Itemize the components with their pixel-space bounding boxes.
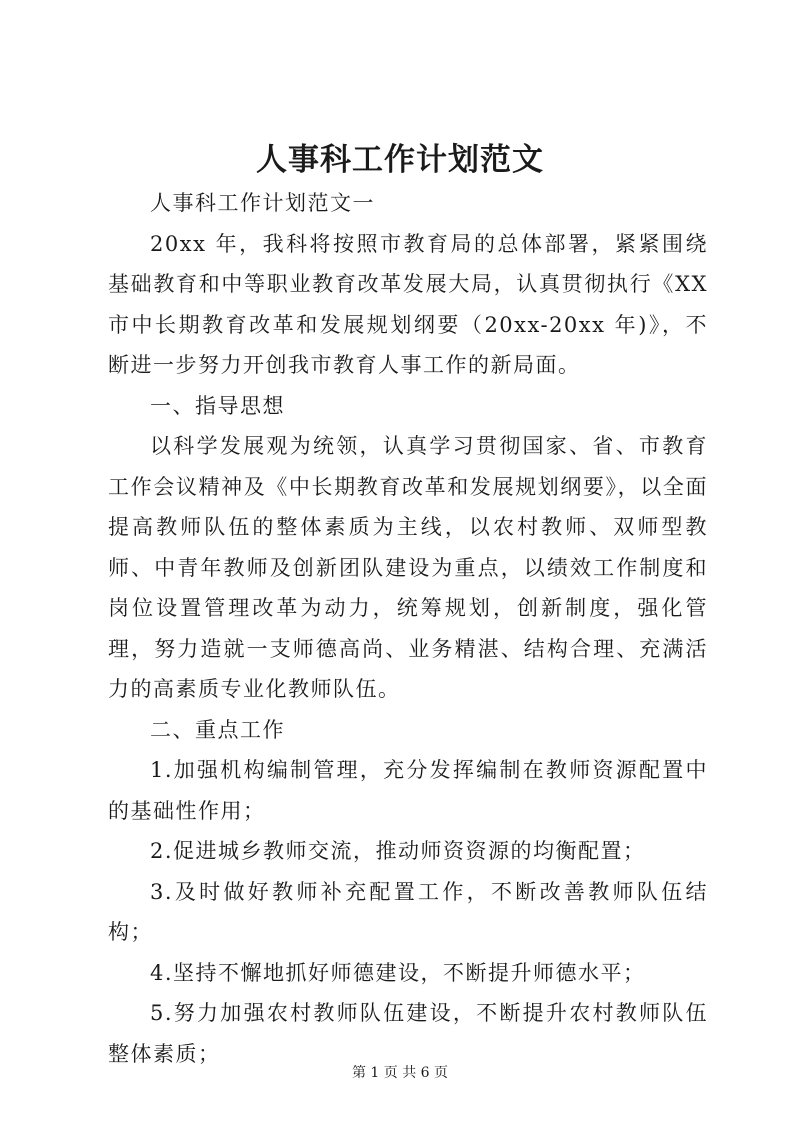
section-heading-guiding-thought: 一、指导思想 xyxy=(150,393,285,418)
subtitle-paragraph: 人事科工作计划范文一 xyxy=(150,191,375,215)
document-title: 人事科工作计划范文 xyxy=(256,142,544,178)
key-work-item-1: 1.加强机构编制管理，充分发挥编制在教师资源配置中的基础性作用； xyxy=(108,758,708,823)
intro-paragraph: 20xx 年，我科将按照市教育局的总体部署，紧紧围绕基础教育和中等职业教育改革发展大局，认真贯彻执行《XX 市中长期教育改革和发展规划纲要（20xx-20xx 年)》，不断进一步努力开创我市教育人事工作的新局面。 xyxy=(108,231,708,377)
guiding-thought-paragraph: 以科学发展观为统领，认真学习贯彻国家、省、市教育工作会议精神及《中长期教育改革和发展规划纲要》，以全面提高教师队伍的整体素质为主线，以农村教师、双师型教师、中青年教师及创新团队建设为重点，以绩效工作制度和岗位设置管理改革为动力，统筹规划，创新制度，强化管理，努力造就一支师德高尚、业务精湛、结构合理、充满活力的高素质专业化教师队伍。 xyxy=(108,434,708,701)
section-heading-key-work: 二、重点工作 xyxy=(150,717,285,742)
key-work-item-3: 3.及时做好教师补充配置工作，不断改善教师队伍结构； xyxy=(108,879,708,944)
document-body xyxy=(108,183,708,1074)
page-footer: 第 1 页 共 6 页 xyxy=(351,1065,449,1081)
key-work-item-4: 4.坚持不懈地抓好师德建设，不断提升师德水平； xyxy=(150,960,646,985)
key-work-item-5: 5.努力加强农村教师队伍建设，不断提升农村教师队伍整体素质； xyxy=(108,1001,708,1066)
key-work-item-2: 2.促进城乡教师交流，推动师资资源的均衡配置； xyxy=(150,839,646,863)
